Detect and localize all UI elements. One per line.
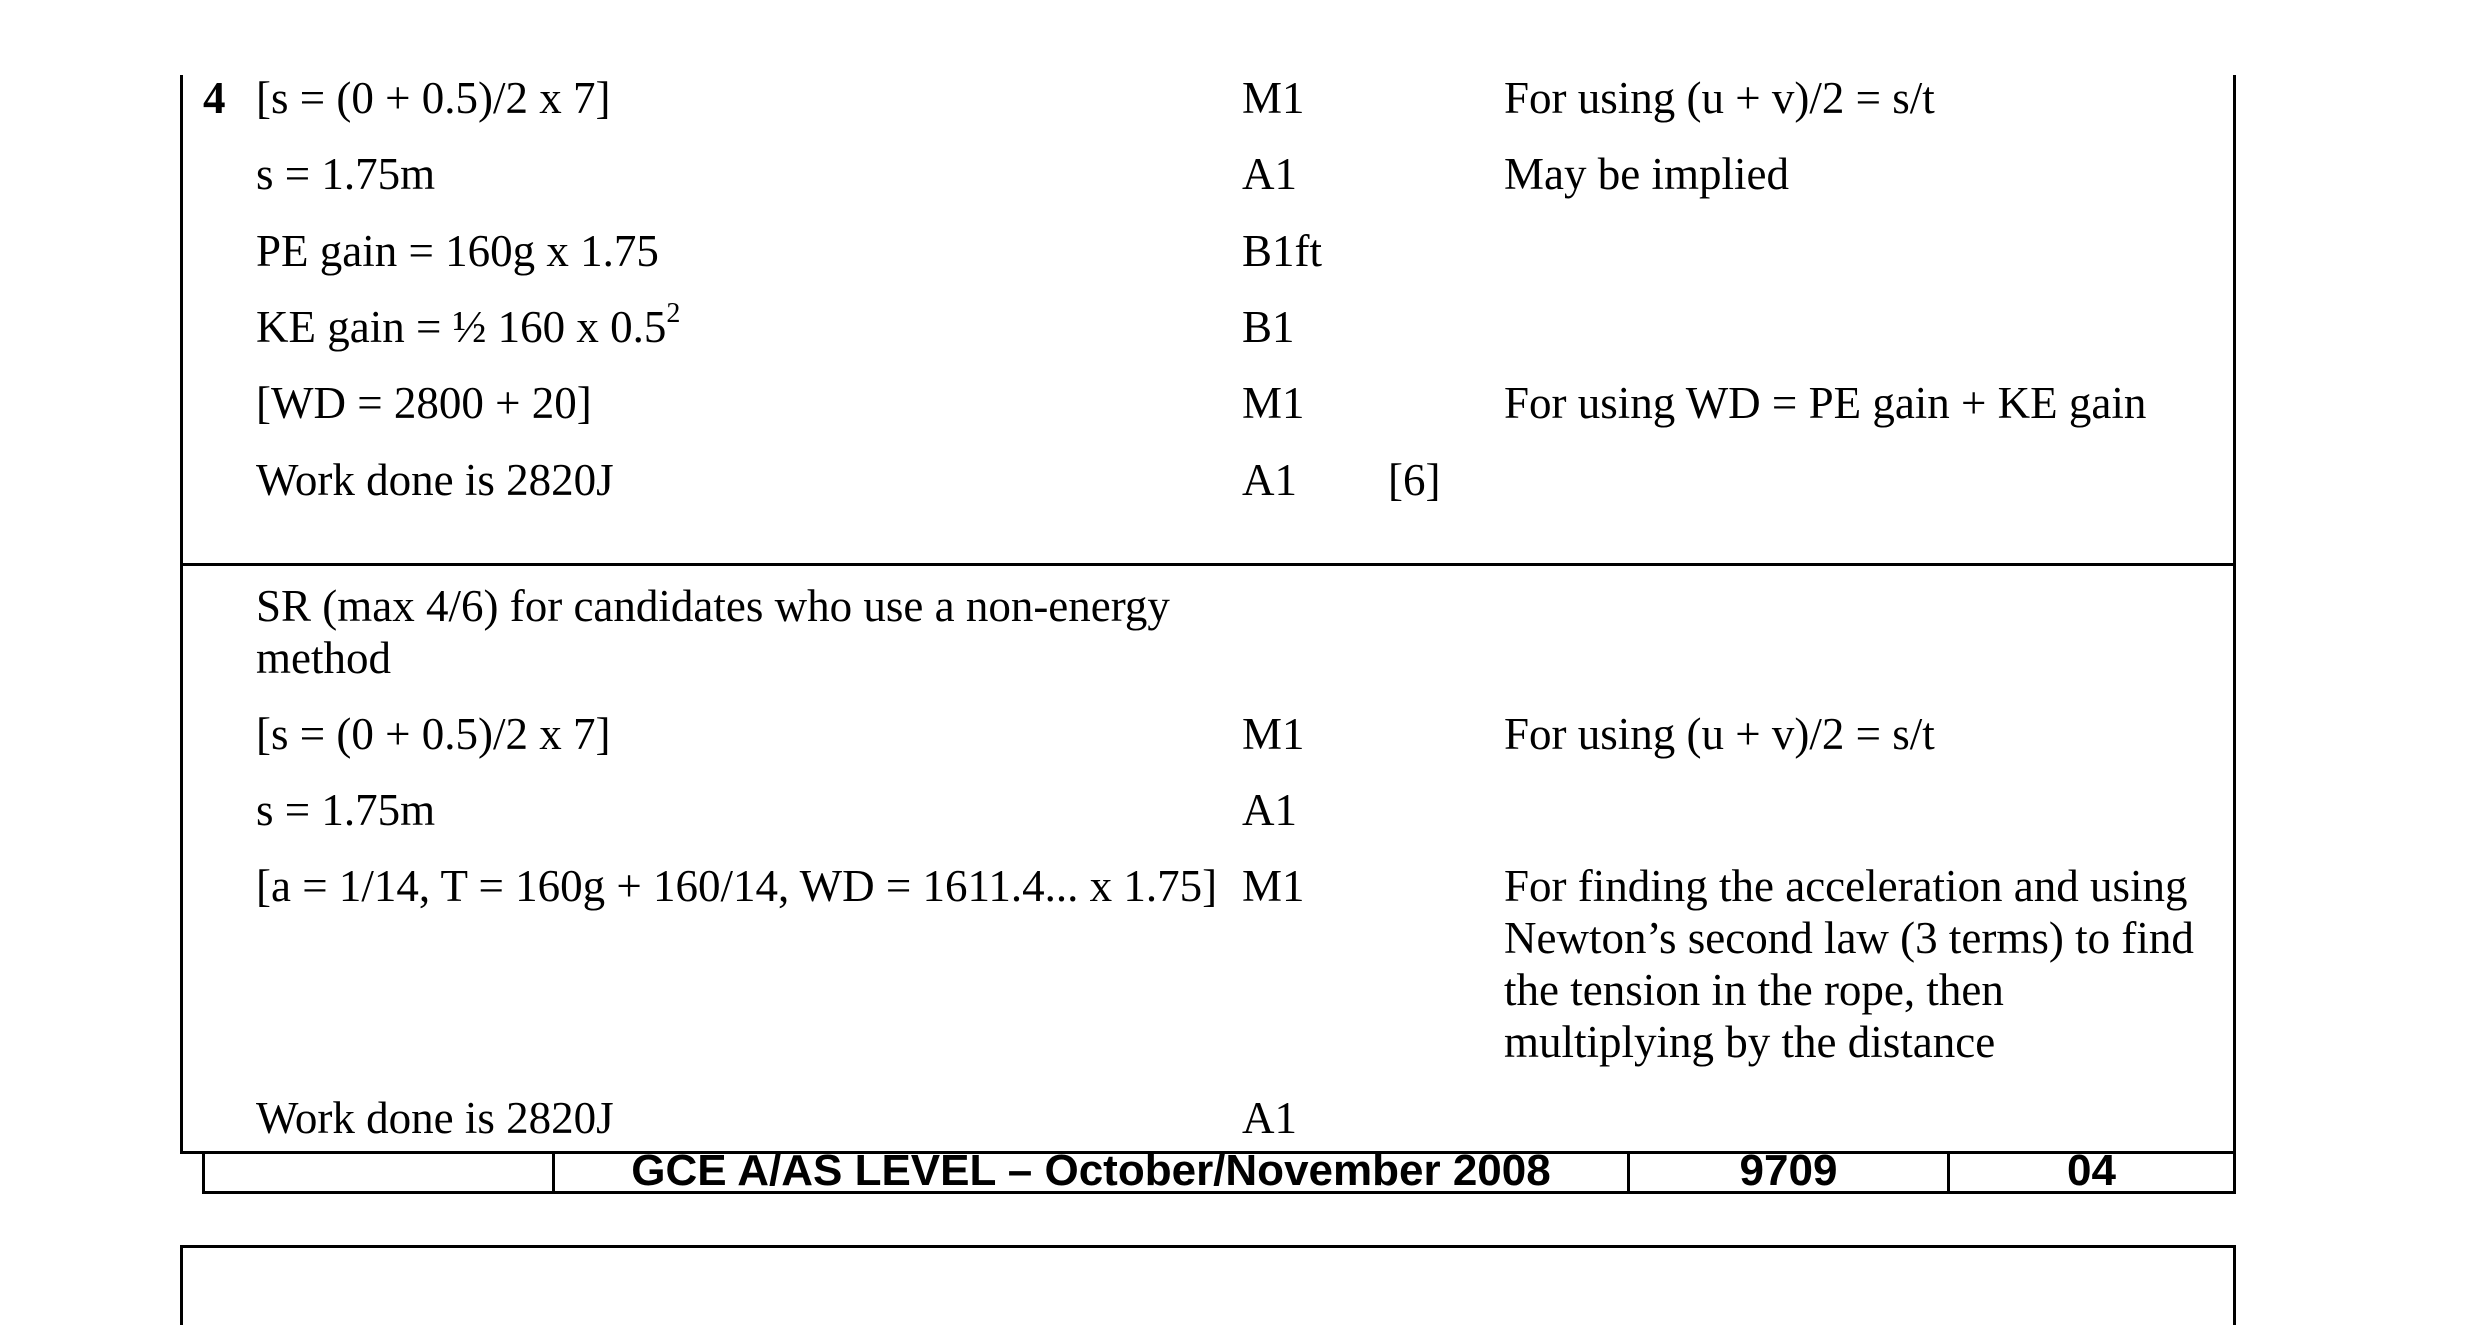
guidance-note: Newton’s second law (3 terms) to find <box>1504 913 2194 963</box>
syllabus-title: GCE A/AS LEVEL – October/November 2008 <box>555 1154 1630 1191</box>
working-line: [s = (0 + 0.5)/2 x 7] <box>256 73 611 123</box>
working-line <box>256 298 681 353</box>
working-line: [WD = 2800 + 20] <box>256 378 592 428</box>
working-line: Work done is 2820J <box>256 1093 614 1143</box>
guidance-note: the tension in the rope, then <box>1504 965 2004 1015</box>
paper-number: 04 <box>2067 1154 2116 1191</box>
mark-code: A1 <box>1242 1093 1297 1143</box>
header-cell-blank <box>205 1154 555 1191</box>
mark-code: A1 <box>1242 785 1297 835</box>
total-marks: [6] <box>1388 455 1441 505</box>
guidance-note: For using WD = PE gain + KE gain <box>1504 378 2147 428</box>
mark-code: A1 <box>1242 149 1297 199</box>
section-divider <box>180 563 2236 566</box>
working-text: KE gain = ½ 160 x 0.5 <box>256 302 667 352</box>
page-header-table <box>202 1154 2236 1194</box>
working-line: Work done is 2820J <box>256 455 614 505</box>
guidance-note: multiplying by the distance <box>1504 1017 1996 1067</box>
working-line: [a = 1/14, T = 160g + 160/14, WD = 1611.4... x 1.75] <box>256 861 1218 911</box>
guidance-note: For finding the acceleration and using <box>1504 861 2188 911</box>
next-table-top <box>180 1245 2236 1325</box>
guidance-note: For using (u + v)/2 = s/t <box>1504 709 1935 759</box>
question-number: 4 <box>203 73 226 123</box>
working-line: [s = (0 + 0.5)/2 x 7] <box>256 709 611 759</box>
working-line: s = 1.75m <box>256 149 436 199</box>
syllabus-code: 9709 <box>1630 1154 1950 1191</box>
special-case-heading: SR (max 4/6) for candidates who use a non-energy <box>256 581 1170 631</box>
mark-code: B1 <box>1242 302 1295 352</box>
special-case-heading-cont: method <box>256 633 391 683</box>
mark-code: M1 <box>1242 73 1305 123</box>
mark-code: M1 <box>1242 709 1305 759</box>
guidance-note: For using (u + v)/2 = s/t <box>1504 73 1935 123</box>
mark-code: M1 <box>1242 861 1305 911</box>
mark-code: B1ft <box>1242 226 1323 276</box>
working-line: s = 1.75m <box>256 785 436 835</box>
working-line: PE gain = 160g x 1.75 <box>256 226 659 276</box>
superscript: 2 <box>666 298 681 329</box>
guidance-note: May be implied <box>1504 149 1789 199</box>
mark-code: M1 <box>1242 378 1305 428</box>
mark-code: A1 <box>1242 455 1297 505</box>
